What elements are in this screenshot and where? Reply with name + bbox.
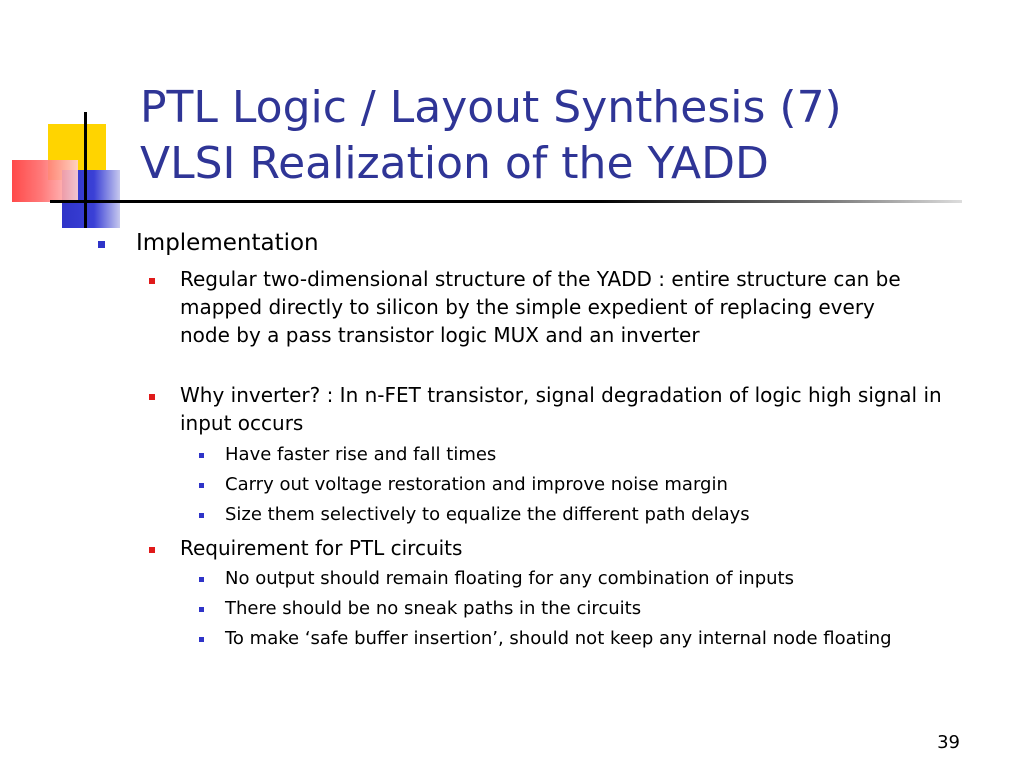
bullet-square-icon: [199, 453, 204, 458]
logo-red-square: [12, 160, 78, 202]
bullet-square-icon: [98, 241, 105, 248]
bullet-text: Regular two-dimensional structure of the YADD : entire structure can be mapped directly to silicon by the simple expedient of replacing every node by a pass transistor logic MUX and an inverter: [180, 267, 901, 347]
slide-title: [140, 80, 1000, 192]
bullet-why-inverter: [180, 381, 960, 437]
bullet-voltage-restoration: [225, 472, 965, 497]
bullet-text: No output should remain floating for any combination of inputs: [225, 568, 794, 589]
bullet-faster-rise: [225, 442, 965, 467]
bullet-square-icon: [149, 278, 155, 284]
bullet-square-icon: [199, 577, 204, 582]
logo-vertical-line: [84, 112, 87, 228]
bullet-square-icon: [199, 483, 204, 488]
bullet-text: To make ‘safe buffer insertion’, should not keep any internal node floating: [225, 628, 892, 649]
bullet-regular-structure: [180, 265, 930, 349]
slide-title-line-2: VLSI Realization of the YADD: [140, 138, 769, 189]
bullet-text: Carry out voltage restoration and improve noise margin: [225, 474, 728, 495]
bullet-text: Size them selectively to equalize the different path delays: [225, 504, 750, 525]
bullet-square-icon: [199, 637, 204, 642]
bullet-no-sneak-paths: [225, 596, 965, 621]
bullet-square-icon: [199, 513, 204, 518]
bullet-size-selectively: [225, 502, 965, 527]
bullet-implementation: [136, 228, 976, 258]
bullet-text: There should be no sneak paths in the circuits: [225, 598, 642, 619]
slide-logo: [0, 0, 140, 240]
bullet-text: Why inverter? : In n-FET transistor, signal degradation of logic high signal in input occurs: [180, 383, 942, 435]
bullet-requirement: [180, 534, 930, 562]
bullet-text: Have faster rise and fall times: [225, 444, 497, 465]
bullet-text: Requirement for PTL circuits: [180, 536, 463, 560]
bullet-safe-buffer: [225, 626, 945, 651]
slide-title-line-1: PTL Logic / Layout Synthesis (7): [140, 82, 842, 133]
bullet-square-icon: [199, 607, 204, 612]
title-divider-line: [50, 200, 962, 203]
bullet-no-floating-output: [225, 566, 965, 591]
bullet-square-icon: [149, 394, 155, 400]
bullet-text: Implementation: [136, 230, 319, 256]
bullet-square-icon: [149, 547, 155, 553]
page-number: 39: [937, 732, 960, 753]
